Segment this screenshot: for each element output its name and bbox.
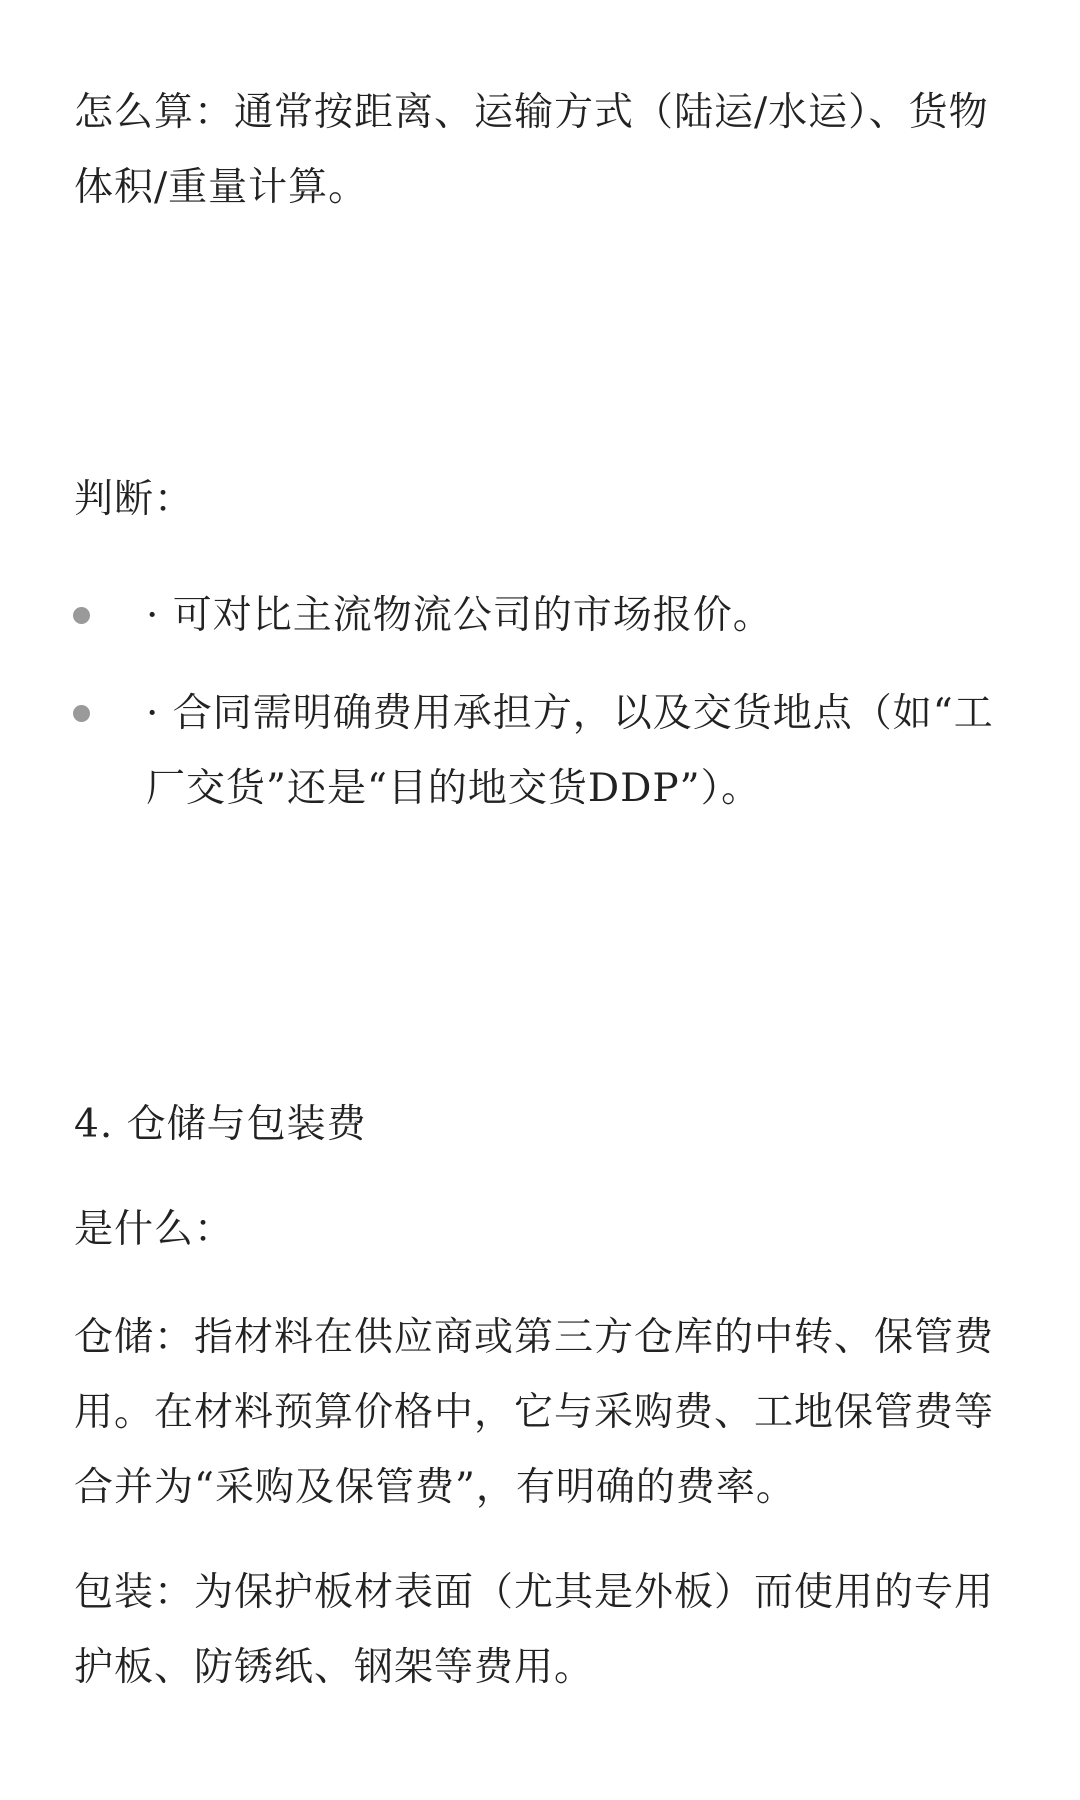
packaging-paragraph: 包装：为保护板材表面（尤其是外板）而使用的专用护板、防锈纸、钢架等费用。 (74, 1570, 995, 1690)
storage-paragraph: 仓储：指材料在供应商或第三方仓库的中转、保管费用。在材料预算价格中，它与采购费、工地保管费等合并为“采购及保管费”，有明确的费率。 (74, 1315, 995, 1510)
how-calc-paragraph: 怎么算：通常按距离、运输方式（陆运/水运）、货物体积/重量计算。 (74, 90, 989, 210)
what-is-heading: 是什么： (74, 1207, 235, 1252)
judge-bullet-1: · 可对比主流物流公司的市场报价。 (146, 593, 773, 638)
judge-heading: 判断： (74, 477, 195, 522)
judge-bullet-2: · 合同需明确费用承担方，以及交货地点（如“工厂交货”还是“目的地交货DDP”）。 (146, 691, 994, 811)
bullet-dot-1-icon (73, 607, 90, 624)
section-4-title: 4. 仓储与包装费 (74, 1102, 367, 1147)
bullet-dot-2-icon (73, 705, 90, 722)
